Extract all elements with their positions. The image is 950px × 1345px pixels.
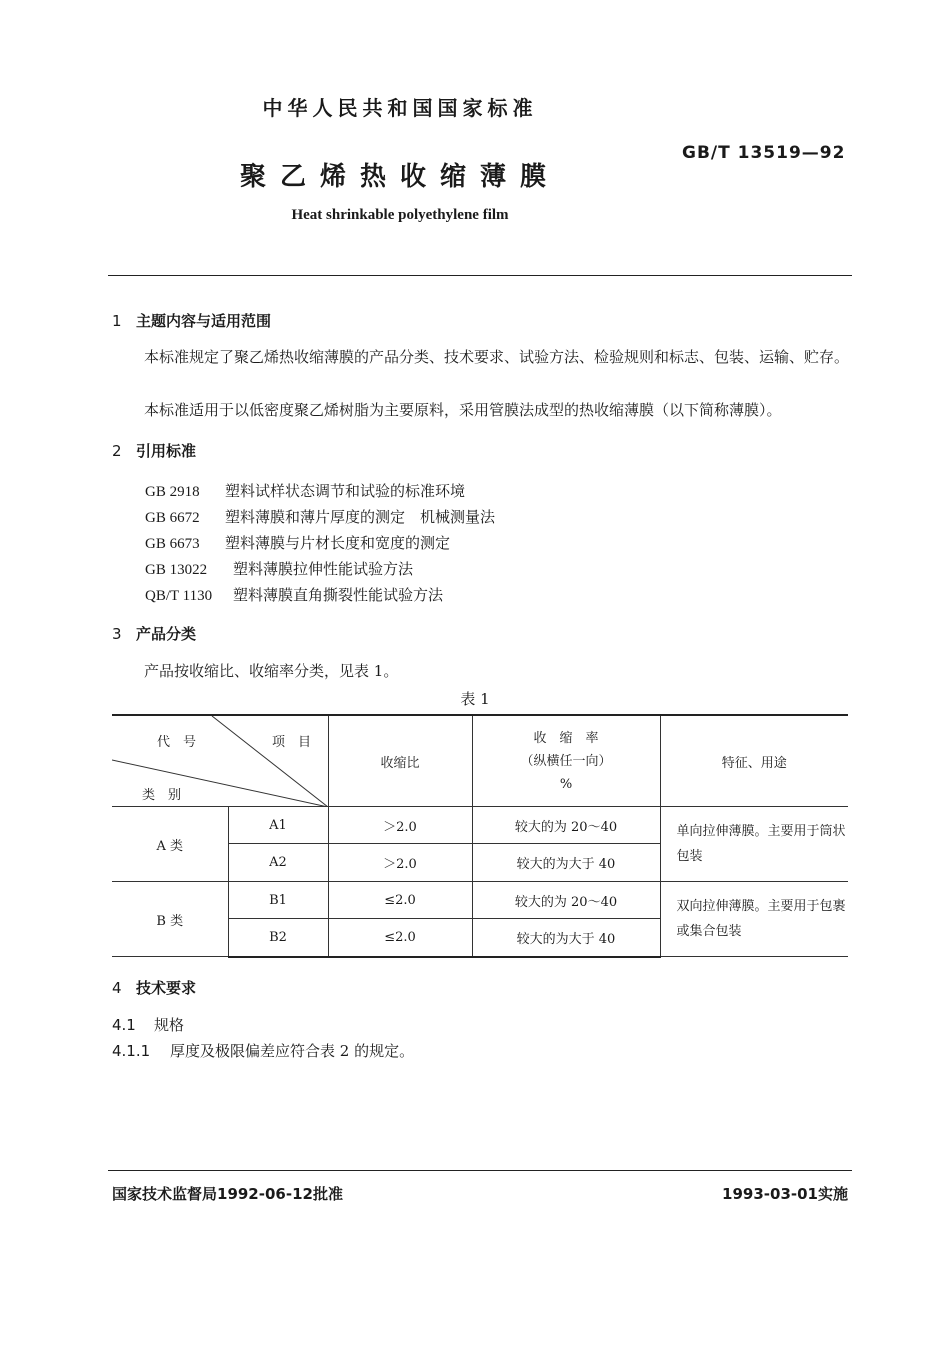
code-cell: A1 xyxy=(228,807,328,844)
rate-cell: 较大的为 20～40 xyxy=(472,882,660,919)
subsection-4-1 xyxy=(112,1012,852,1039)
document-title-english: Heat shrinkable polyethylene film xyxy=(291,207,509,223)
header-rate-line-2: （纵横任一向） xyxy=(520,753,612,769)
subsection-number: 4.1 xyxy=(112,1016,136,1034)
use-cell: 双向拉伸薄膜。主要用于包裹或集合包装 xyxy=(660,882,848,957)
ratio-cell: ≤2.0 xyxy=(328,919,472,957)
header-rule xyxy=(108,275,852,276)
code-cell: B1 xyxy=(228,882,328,919)
reference-title: 塑料试样状态调节和试验的标准环境 xyxy=(225,482,466,500)
section-3-paragraph xyxy=(112,658,852,685)
code-cell: B2 xyxy=(228,919,328,957)
reference-code: QB/T 1130 xyxy=(145,588,213,604)
table-row xyxy=(112,807,848,844)
section-title: 引用标准 xyxy=(136,442,197,460)
section-4-heading xyxy=(112,977,196,998)
header-class-label: 类 别 xyxy=(142,788,182,803)
subsection-number: 4.1.1 xyxy=(112,1042,151,1060)
section-title: 技术要求 xyxy=(136,979,197,997)
paragraph-text: 本标准适用于以低密度聚乙烯树脂为主要原料，采用管膜法成型的热收缩薄膜（以下简称薄膜）。 xyxy=(144,401,782,419)
reference-item xyxy=(145,584,443,605)
standard-code: GB/T 13519—92 xyxy=(682,143,846,163)
effective-date-note: 1993-03-01实施 xyxy=(722,1185,848,1203)
section-3-heading xyxy=(112,623,196,644)
reference-title: 塑料薄膜和薄片厚度的测定 机械测量法 xyxy=(225,508,496,526)
header-rate-unit: % xyxy=(559,776,573,792)
section-number: 2 xyxy=(112,442,122,460)
section-title: 主题内容与适用范围 xyxy=(136,312,272,330)
paragraph-text: 产品按收缩比、收缩率分类，见表 1。 xyxy=(144,662,399,680)
standard-org-title: 中华人民共和国国家标准 xyxy=(262,96,538,120)
ratio-cell: ＞2.0 xyxy=(328,844,472,882)
diagonal-header-cell xyxy=(112,715,328,807)
ratio-cell: ≤2.0 xyxy=(328,882,472,919)
reference-code: GB 6673 xyxy=(145,536,200,552)
reference-item xyxy=(145,480,465,501)
reference-item xyxy=(145,532,450,553)
document-title: 聚乙烯热收缩薄膜 xyxy=(239,162,560,192)
section-number: 3 xyxy=(112,625,122,643)
reference-title: 塑料薄膜拉伸性能试验方法 xyxy=(233,560,414,578)
reference-code: GB 13022 xyxy=(145,562,208,578)
section-number: 4 xyxy=(112,979,122,997)
table-header-row xyxy=(112,715,848,807)
class-cell: B 类 xyxy=(112,882,228,957)
section-1-heading xyxy=(112,310,271,331)
approval-note: 国家技术监督局1992-06-12批准 xyxy=(112,1185,343,1203)
section-2-heading xyxy=(112,440,196,461)
reference-code: GB 2918 xyxy=(145,484,200,500)
rate-cell: 较大的为大于 40 xyxy=(472,919,660,957)
section-title: 产品分类 xyxy=(136,625,197,643)
reference-item xyxy=(145,558,413,579)
section-1-paragraph-1 xyxy=(112,344,852,371)
table-row xyxy=(112,882,848,919)
rate-cell: 较大的为大于 40 xyxy=(472,844,660,882)
subsection-title: 规格 xyxy=(154,1016,185,1034)
reference-title: 塑料薄膜与片材长度和宽度的测定 xyxy=(225,534,451,552)
section-1-paragraph-2 xyxy=(112,397,852,424)
reference-title: 塑料薄膜直角撕裂性能试验方法 xyxy=(233,586,444,604)
rate-cell: 较大的为 20～40 xyxy=(472,807,660,844)
header-ratio: 收缩比 xyxy=(328,715,472,807)
classification-table xyxy=(112,714,848,958)
use-cell: 单向拉伸薄膜。主要用于筒状包装 xyxy=(660,807,848,882)
section-number: 1 xyxy=(112,312,122,330)
class-cell: A 类 xyxy=(112,807,228,882)
footer-rule xyxy=(108,1170,852,1171)
table-caption: 表 1 xyxy=(460,690,490,708)
header-item-label: 项 目 xyxy=(272,735,312,750)
ratio-cell: ＞2.0 xyxy=(328,807,472,844)
paragraph-text: 本标准规定了聚乙烯热收缩薄膜的产品分类、技术要求、试验方法、检验规则和标志、包装、运输、贮存。 xyxy=(144,348,850,366)
header-rate xyxy=(472,715,660,807)
header-rate-line-1: 收 缩 率 xyxy=(533,730,599,746)
code-cell: A2 xyxy=(228,844,328,882)
reference-item xyxy=(145,506,495,527)
subsection-4-1-1 xyxy=(112,1038,852,1065)
subsection-text: 厚度及极限偏差应符合表 2 的规定。 xyxy=(170,1042,415,1060)
header-code-label: 代 号 xyxy=(157,735,197,750)
header-use: 特征、用途 xyxy=(660,715,848,807)
reference-code: GB 6672 xyxy=(145,510,200,526)
